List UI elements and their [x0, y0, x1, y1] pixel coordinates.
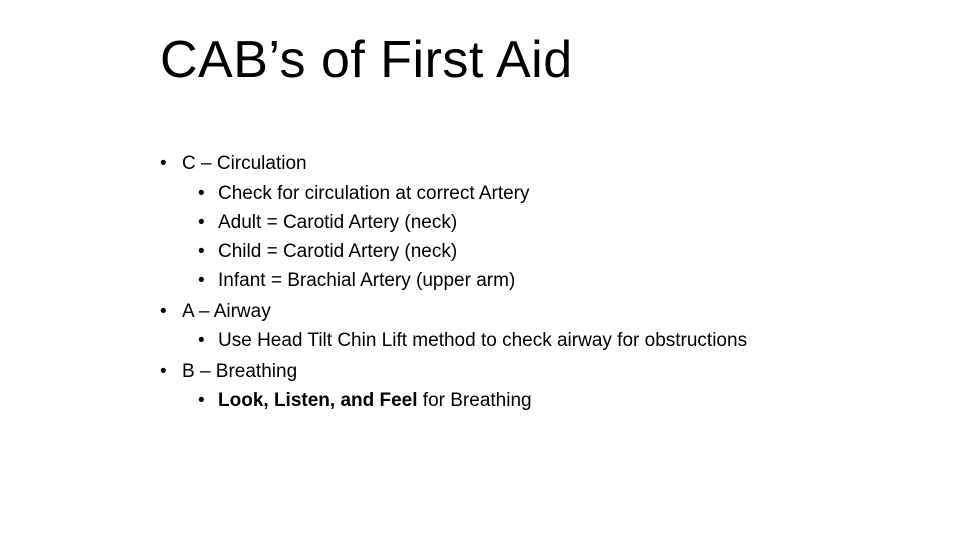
bullet-dot-icon: •	[198, 212, 205, 233]
bullet-dot-icon: •	[160, 153, 167, 174]
sub-bullet-item	[160, 386, 920, 415]
slide-title: CAB’s of First Aid	[160, 31, 573, 89]
bullet-item	[160, 152, 920, 176]
section-airway	[160, 300, 920, 355]
bullet-dot-icon: •	[198, 183, 205, 204]
bullet-dot-icon: •	[160, 361, 167, 382]
bullet-item	[160, 300, 920, 324]
section-heading: B – Breathing	[182, 361, 298, 382]
sub-bullet-text: Check for circulation at correct Artery	[218, 183, 530, 204]
sub-bullet-text: Child = Carotid Artery (neck)	[218, 241, 458, 262]
section-heading: A – Airway	[182, 301, 271, 322]
section-circulation	[160, 152, 920, 295]
bullet-dot-icon: •	[198, 241, 205, 262]
sub-bullet-text: Infant = Brachial Artery (upper arm)	[218, 270, 516, 291]
sub-bullet-item	[160, 326, 920, 355]
sub-bullet-text: for Breathing	[417, 390, 532, 411]
sub-bullet-item	[160, 237, 920, 266]
bullet-dot-icon: •	[198, 270, 205, 291]
sub-bullet-text: Adult = Carotid Artery (neck)	[218, 212, 458, 233]
section-heading: C – Circulation	[182, 153, 307, 174]
sub-bullet-text: Use Head Tilt Chin Lift method to check airway for obstructions	[218, 330, 748, 351]
bullet-dot-icon: •	[198, 390, 205, 411]
bullet-dot-icon: •	[198, 330, 205, 351]
emphasis-text: Look, Listen, and Feel	[218, 390, 418, 411]
sub-bullet-item	[160, 266, 920, 295]
bullet-dot-icon: •	[160, 301, 167, 322]
section-breathing	[160, 360, 920, 415]
sub-bullet-item	[160, 208, 920, 237]
bullet-item	[160, 360, 920, 384]
bullet-list	[160, 152, 920, 420]
sub-bullet-item	[160, 179, 920, 208]
